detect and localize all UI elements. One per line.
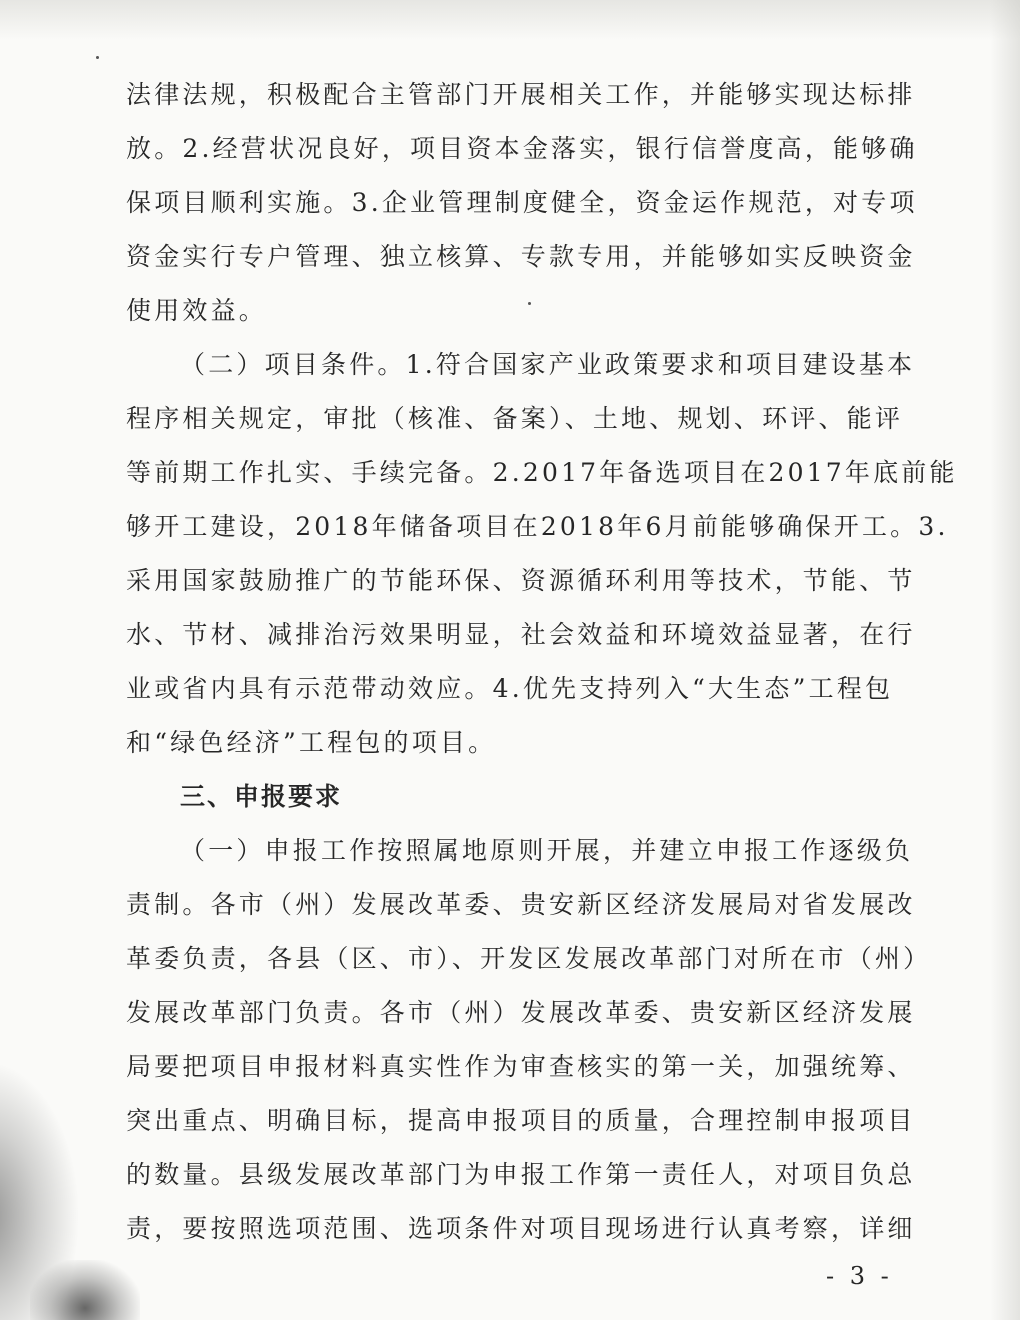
- text-line: 业或省内具有示范带动效应。4.优先支持列入“大生态”工程包: [126, 674, 894, 703]
- text-line: 使用效益。: [126, 296, 268, 325]
- section-heading: 三、申报要求: [180, 782, 343, 811]
- scan-shadow-top: [0, 0, 1020, 40]
- text-line: 发展改革部门负责。各市（州）发展改革委、贵安新区经济发展: [126, 998, 916, 1027]
- text-line: 的数量。县级发展改革部门为申报工作第一责任人，对项目负总: [126, 1160, 916, 1189]
- paragraph-start-line: （一）申报工作按照属地原则开展，并建立申报工作逐级负: [180, 836, 914, 865]
- text-line: 突出重点、明确目标，提高申报项目的质量，合理控制申报项目: [126, 1106, 916, 1135]
- page-number: - 3 -: [826, 1262, 893, 1290]
- text-line: 法律法规，积极配合主管部门开展相关工作，并能够实现达标排: [126, 80, 916, 109]
- text-line: 和“绿色经济”工程包的项目。: [126, 728, 497, 757]
- text-line: 等前期工作扎实、手续完备。2.2017年备选项目在2017年底前能: [126, 458, 958, 487]
- text-line: 程序相关规定，审批（核准、备案）、土地、规划、环评、能评: [126, 404, 904, 433]
- text-line: 放。2.经营状况良好，项目资本金落实，银行信誉度高，能够确: [126, 134, 918, 163]
- text-line: 采用国家鼓励推广的节能环保、资源循环利用等技术，节能、节: [126, 566, 916, 595]
- scan-shadow-right: [990, 0, 1020, 1320]
- text-line: 责，要按照选项范围、选项条件对项目现场进行认真考察，详细: [126, 1214, 916, 1243]
- text-line: 责制。各市（州）发展改革委、贵安新区经济发展局对省发展改: [126, 890, 916, 919]
- text-line: 局要把项目申报材料真实性作为审查核实的第一关，加强统筹、: [126, 1052, 916, 1081]
- scan-shadow-bottom-left: [30, 1260, 140, 1320]
- text-line: 保项目顺利实施。3.企业管理制度健全，资金运作规范，对专项: [126, 188, 918, 217]
- text-line: 水、节材、减排治污效果明显，社会效益和环境效益显著，在行: [126, 620, 916, 649]
- scan-speck: [96, 56, 99, 59]
- body-text: [126, 68, 958, 1256]
- paragraph-start-line: （二）项目条件。1.符合国家产业政策要求和项目建设基本: [180, 350, 916, 379]
- text-line: 资金实行专户管理、独立核算、专款专用，并能够如实反映资金: [126, 242, 916, 271]
- text-line: 革委负责，各县（区、市）、开发区发展改革部门对所在市（州）: [126, 944, 932, 973]
- text-line: 够开工建设，2018年储备项目在2018年6月前能够确保开工。3.: [126, 512, 949, 541]
